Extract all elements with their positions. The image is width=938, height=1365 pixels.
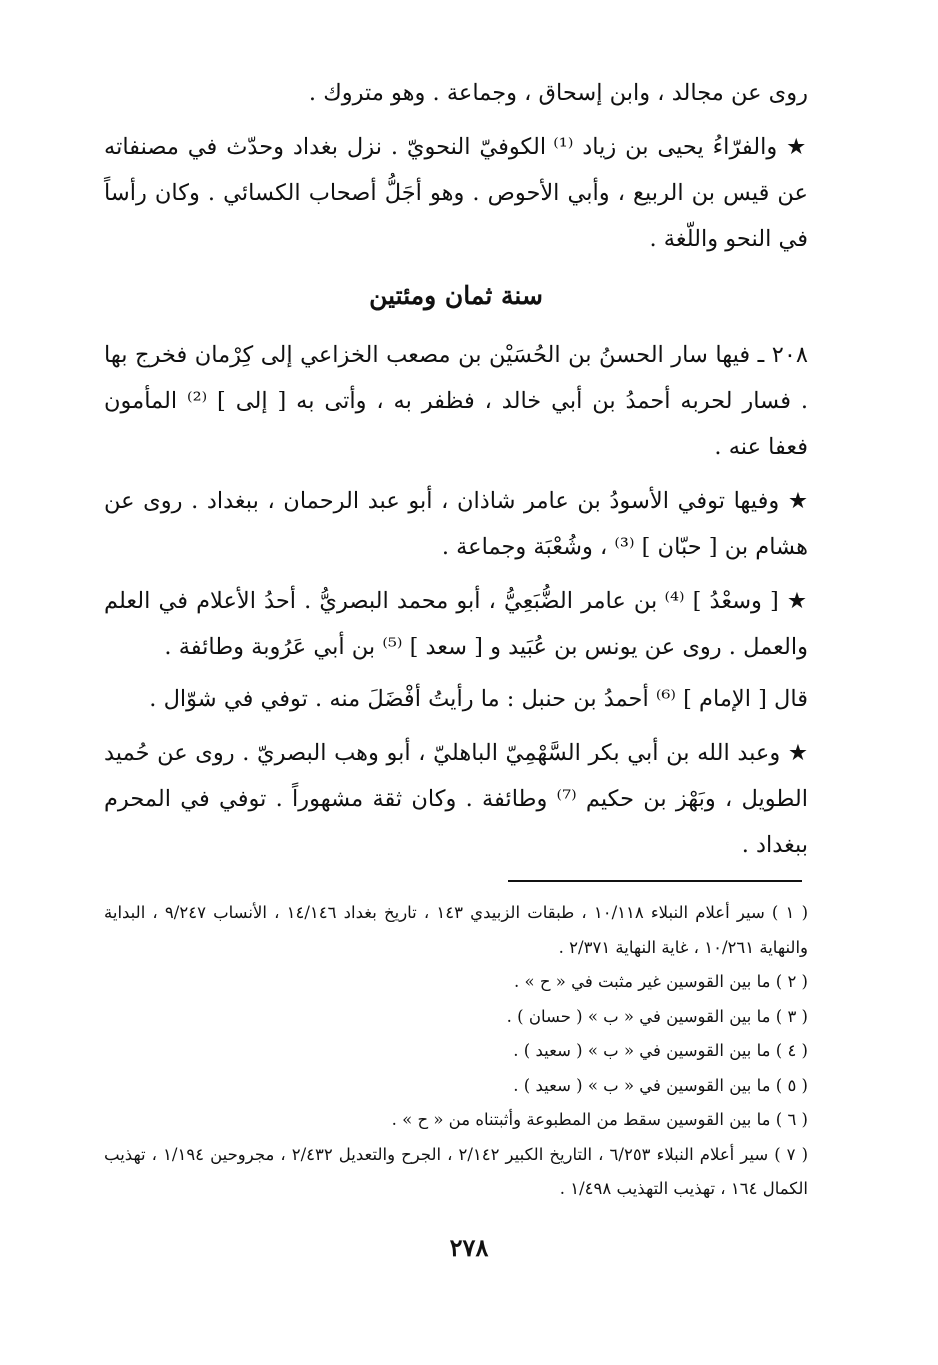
footnote-1: ( ١ ) سير أعلام النبلاء ١٠/١١٨ ، طبقات الزبيدي ١٤٣ ، تاريخ بغداد ١٤/١٤٦ ، الأنساب ٩/٢٤٧ ، البداية والنهاية ١٠/٢٦١ ، غاية النهاية ٢/٣٧١ . — [104, 903, 809, 957]
section-heading: سنة ثمان ومئتين — [369, 281, 543, 310]
paragraph-imam-quote: قال [ الإمام ] ⁽⁶⁾ أحمدُ بن حنبل : ما رأيتُ أفْضَلَ منه . توفي في شوّال . — [149, 686, 808, 712]
footnote-2: ( ٢ ) ما بين القوسين غير مثبت في « ح » . — [514, 972, 808, 991]
footnote-6: ( ٦ ) ما بين القوسين سقط من المطبوعة وأثبتناه من « ح » . — [391, 1110, 808, 1129]
paragraph-abdullah: ★ وعبد الله بن أبي بكر السَّهْمِيّ الباهليّ ، أبو وهب البصريّ . روى عن حُميد الطويل ، وبَهْز بن حكيم ⁽⁷⁾ وطائفة . وكان ثقة مشهوراً . توفي في المحرم ببغداد . — [104, 740, 808, 858]
main-text — [104, 70, 808, 876]
paragraph-aswad: ★ وفيها توفي الأسودُ بن عامر شاذان ، أبو عبد الرحمان ، ببغداد . روى عن هشام بن [ حبّان ] ⁽³⁾ ، وشُعْبَة وجماعة . — [104, 488, 808, 560]
footnotes — [104, 896, 808, 1207]
footnote-5: ( ٥ ) ما بين القوسين في « ب » ( سعيد ) . — [513, 1075, 808, 1095]
footnote-3: ( ٣ ) ما بين القوسين في « ب » ( حسان ) . — [506, 1006, 808, 1026]
paragraph-intro: روى عن مجالد ، وابن إسحاق ، وجماعة . وهو متروك . — [308, 80, 808, 106]
footnote-7: ( ٧ ) سير أعلام النبلاء ٦/٢٥٣ ، التاريخ الكبير ٢/١٤٢ ، الجرح والتعديل ٢/٤٣٢ ، مجروحين ١/١٩٤ ، تهذيب الكمال ١٦٤ ، تهذيب التهذيب ١/٤٩٨ . — [104, 1144, 809, 1198]
footnote-separator — [508, 880, 802, 882]
footnote-4: ( ٤ ) ما بين القوسين في « ب » ( سعيد ) . — [513, 1041, 808, 1060]
paragraph-saad: ★ [ وسعْدُ ] ⁽⁴⁾ بن عامر الضُّبَعِيُّ ، أبو محمد البصريُّ . أحدُ الأعلام في العلم والعمل . روى عن يونس بن عُبَيد و [ سعد ] ⁽⁵⁾ بن أبي عَرُوبة وطائفة . — [104, 588, 808, 660]
page-number: ٢٧٨ — [449, 1233, 489, 1262]
paragraph-farra: ★ والفرّاءُ يحيى بن زياد ⁽¹⁾ الكوفيّ النحويّ . نزل بغداد وحدّث في مصنفاته عن قيس بن الربيع ، وأبي الأحوص . وهو أجَلُّ أصحاب الكسائي . وكان رأساً في النحو واللّغة . — [104, 134, 808, 252]
paragraph-208: ٢٠٨ ـ فيها سار الحسنُ بن الحُسَيْن بن مصعب الخزاعي إلى كِرْمان فخرج بها . فسار لحربه أحمدُ بن أبي خالد ، فظفر به ، وأتى به [ إلى ] ⁽²⁾ المأمون فعفا عنه . — [104, 342, 808, 460]
